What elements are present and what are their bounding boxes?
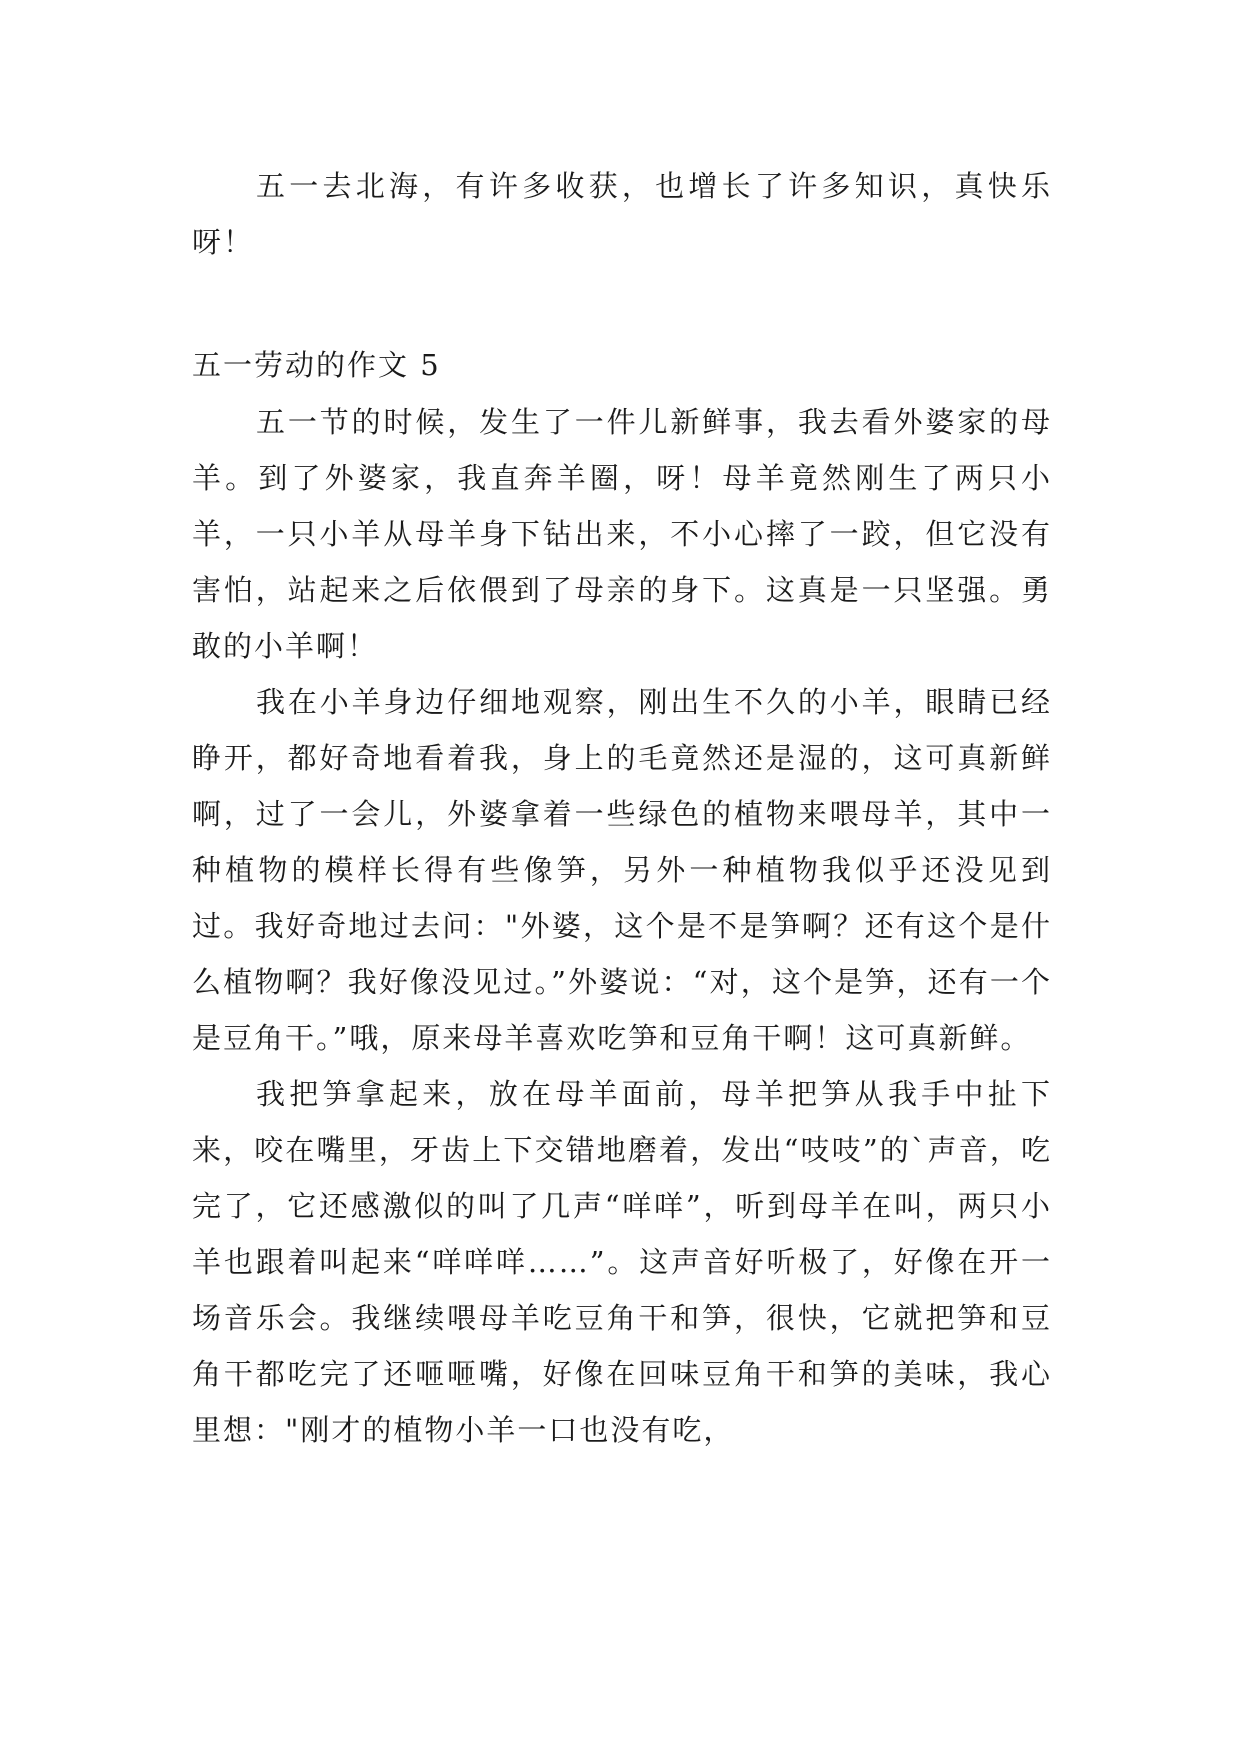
essay-paragraph-1: 五一节的时候，发生了一件儿新鲜事，我去看外婆家的母羊。到了外婆家，我直奔羊圈，呀！母羊竟然刚生了两只小羊，一只小羊从母羊身下钻出来，不小心摔了一跤，但它没有害怕，站起来之后依偎到了母亲的身下。这真是一只坚强。勇敢的小羊啊！ <box>192 405 1052 663</box>
section-title: 五一劳动的作文 5 <box>192 348 441 382</box>
essay-body <box>192 394 1052 1458</box>
intro-block <box>192 158 1052 270</box>
essay-paragraph-2: 我在小羊身边仔细地观察，刚出生不久的小羊，眼睛已经睁开，都好奇地看着我，身上的毛竟然还是湿的，这可真新鲜啊，过了一会儿，外婆拿着一些绿色的植物来喂母羊，其中一种植物的模样长得有些像笋，另外一种植物我似乎还没见到过。我好奇地过去问："外婆，这个是不是笋啊？还有这个是什么植物啊？我好像没见过。”外婆说：“对，这个是笋，还有一个是豆角干。”哦，原来母羊喜欢吃笋和豆角干啊！这可真新鲜。 <box>192 685 1052 1055</box>
essay-paragraph-3: 我把笋拿起来，放在母羊面前，母羊把笋从我手中扯下来，咬在嘴里，牙齿上下交错地磨着，发出“吱吱”的`声音，吃完了，它还感激似的叫了几声“咩咩”，听到母羊在叫，两只小羊也跟着叫起来“咩咩咩……”。这声音好听极了，好像在开一场音乐会。我继续喂母羊吃豆角干和笋，很快，它就把笋和豆角干都吃完了还咂咂嘴，好像在回味豆角干和笋的美味，我心里想："刚才的植物小羊一口也没有吃， <box>192 1077 1052 1447</box>
intro-paragraph: 五一去北海，有许多收获，也增长了许多知识，真快乐呀！ <box>192 169 1052 259</box>
